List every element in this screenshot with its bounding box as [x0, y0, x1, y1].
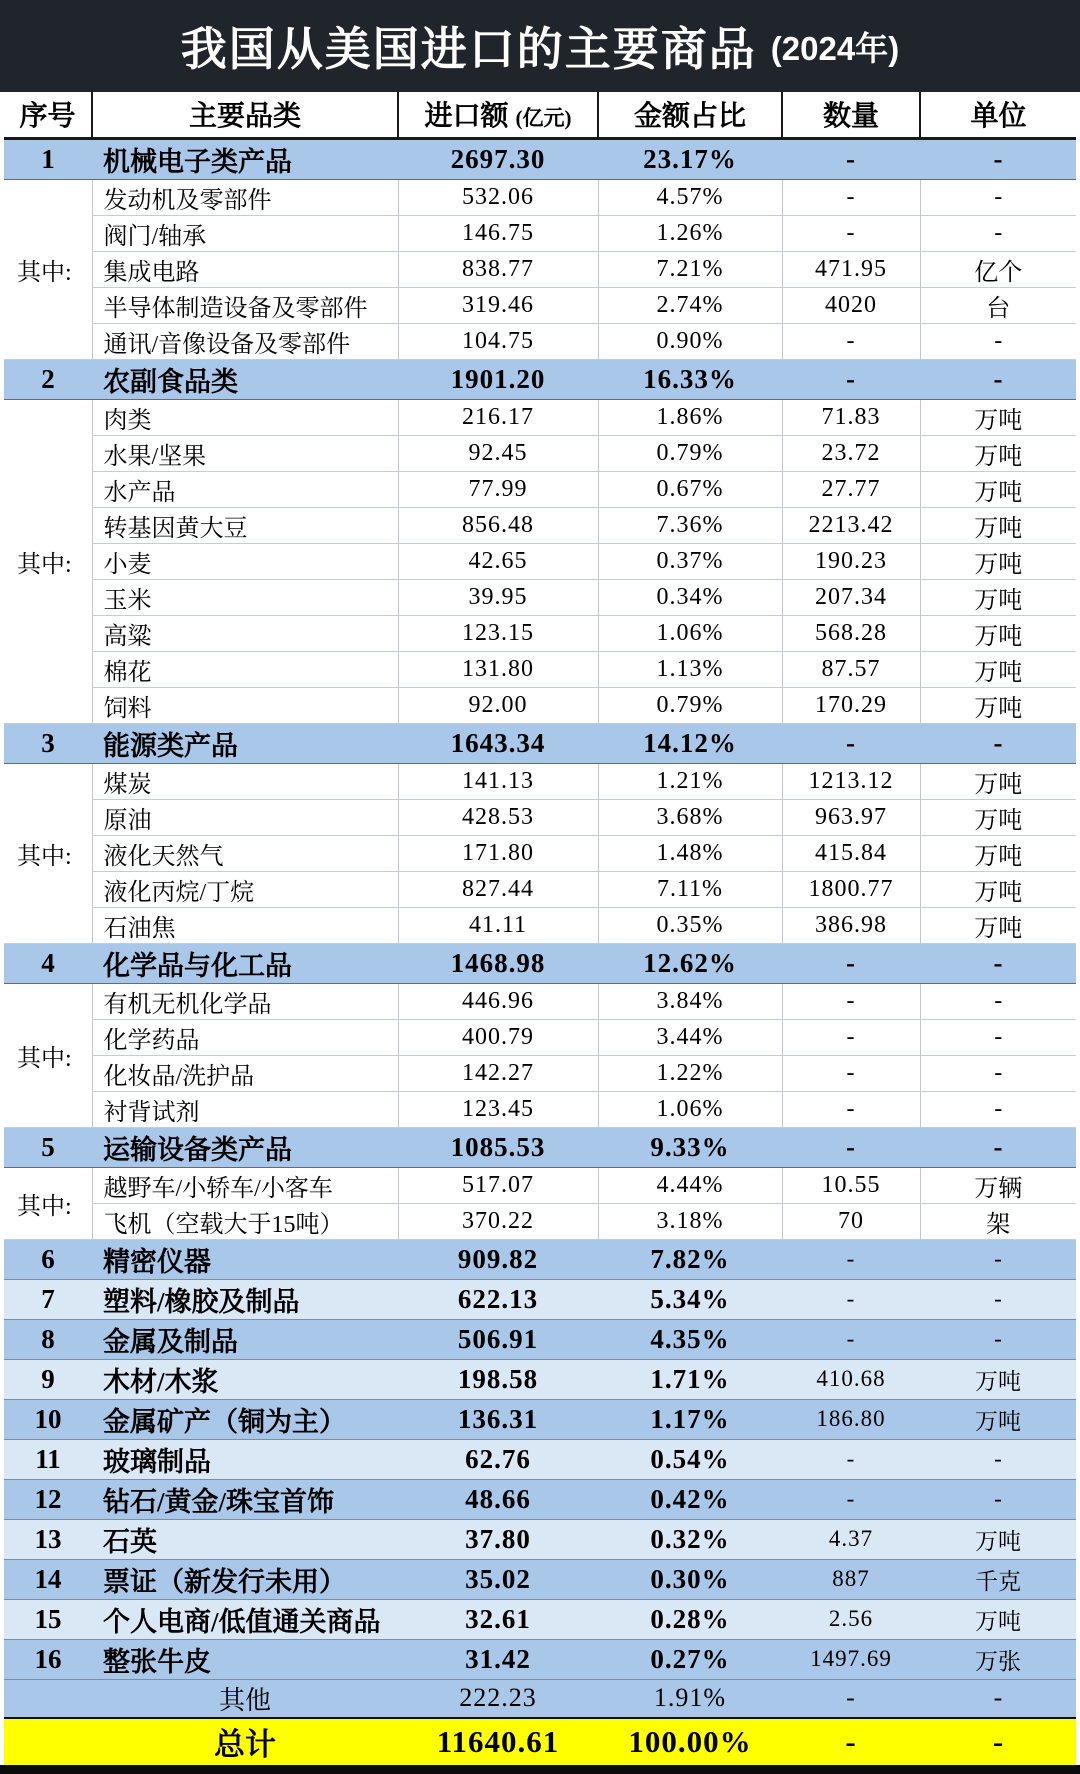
cell-quantity: -	[782, 179, 920, 215]
column-header-import	[398, 92, 598, 138]
cell-import: 92.00	[398, 687, 598, 723]
category-row	[4, 1359, 1076, 1399]
cell-share: 7.36%	[598, 507, 782, 543]
cell-category: 石油焦	[92, 907, 398, 943]
cell-unit: 万吨	[920, 687, 1076, 723]
cell-unit: -	[920, 179, 1076, 215]
cell-quantity: -	[782, 215, 920, 251]
cell-index: 2	[4, 359, 92, 399]
cell-category: 发动机及零部件	[92, 179, 398, 215]
cell-category: 能源类产品	[92, 723, 398, 763]
cell-import: 1643.34	[398, 723, 598, 763]
cell-share: 3.84%	[598, 983, 782, 1019]
cell-quantity: -	[782, 1439, 920, 1479]
cell-import: 909.82	[398, 1239, 598, 1279]
cell-share: 0.27%	[598, 1639, 782, 1679]
cell-import: 31.42	[398, 1639, 598, 1679]
cell-quantity: 71.83	[782, 399, 920, 435]
sub-item-row	[4, 579, 1076, 615]
cell-category: 煤炭	[92, 763, 398, 799]
category-row	[4, 359, 1076, 399]
cell-import: 222.23	[398, 1679, 598, 1718]
cell-unit: -	[920, 323, 1076, 359]
cell-category: 木材/木浆	[92, 1359, 398, 1399]
cell-index	[4, 1718, 92, 1765]
cell-import: 104.75	[398, 323, 598, 359]
cell-share: 7.21%	[598, 251, 782, 287]
cell-import: 146.75	[398, 215, 598, 251]
cell-import: 532.06	[398, 179, 598, 215]
cell-unit: 万吨	[920, 435, 1076, 471]
cell-import: 622.13	[398, 1279, 598, 1319]
cell-share: 0.34%	[598, 579, 782, 615]
cell-share: 1.91%	[598, 1679, 782, 1718]
cell-quantity: 207.34	[782, 579, 920, 615]
cell-share: 7.11%	[598, 871, 782, 907]
cell-category: 化妆品/洗护品	[92, 1055, 398, 1091]
cell-quantity: 1213.12	[782, 763, 920, 799]
cell-unit: -	[920, 1019, 1076, 1055]
cell-unit: -	[920, 723, 1076, 763]
category-row	[4, 1319, 1076, 1359]
cell-share: 1.06%	[598, 1091, 782, 1127]
title-bar	[0, 0, 1080, 92]
cell-index: 13	[4, 1519, 92, 1559]
cell-quantity: -	[782, 359, 920, 399]
cell-category: 高粱	[92, 615, 398, 651]
cell-quantity: -	[782, 983, 920, 1019]
cell-unit: -	[920, 1239, 1076, 1279]
cell-category: 机械电子类产品	[92, 138, 398, 179]
cell-quantity: 87.57	[782, 651, 920, 687]
cell-unit: 亿个	[920, 251, 1076, 287]
cell-import: 517.07	[398, 1167, 598, 1203]
cell-index: 16	[4, 1639, 92, 1679]
cell-share: 0.35%	[598, 907, 782, 943]
cell-import: 827.44	[398, 871, 598, 907]
cell-unit: 万吨	[920, 799, 1076, 835]
cell-import: 856.48	[398, 507, 598, 543]
cell-quantity: 386.98	[782, 907, 920, 943]
category-row	[4, 1279, 1076, 1319]
category-row	[4, 1519, 1076, 1559]
cell-import: 446.96	[398, 983, 598, 1019]
sub-item-row	[4, 215, 1076, 251]
cell-category: 小麦	[92, 543, 398, 579]
cell-quantity: 4.37	[782, 1519, 920, 1559]
column-header-category: 主要品类	[92, 92, 398, 138]
cell-index: 1	[4, 138, 92, 179]
cell-import: 123.15	[398, 615, 598, 651]
cell-import: 141.13	[398, 763, 598, 799]
sub-item-row	[4, 835, 1076, 871]
sub-item-row	[4, 179, 1076, 215]
cell-category: 有机无机化学品	[92, 983, 398, 1019]
cell-category: 原油	[92, 799, 398, 835]
cell-unit: -	[920, 1679, 1076, 1718]
page-title-year: (2024年)	[770, 29, 900, 67]
cell-index: 12	[4, 1479, 92, 1519]
cell-share: 3.44%	[598, 1019, 782, 1055]
sub-item-row	[4, 399, 1076, 435]
table-body	[4, 138, 1076, 1765]
column-header-share: 金额占比	[598, 92, 782, 138]
other-row	[4, 1679, 1076, 1718]
cell-share: 0.67%	[598, 471, 782, 507]
cell-unit: 万吨	[920, 615, 1076, 651]
cell-share: 2.74%	[598, 287, 782, 323]
sub-item-row	[4, 983, 1076, 1019]
cell-share: 0.28%	[598, 1599, 782, 1639]
cell-import: 838.77	[398, 251, 598, 287]
cell-share: 0.37%	[598, 543, 782, 579]
cell-quantity: -	[782, 1019, 920, 1055]
cell-import: 319.46	[398, 287, 598, 323]
cell-share: 1.06%	[598, 615, 782, 651]
cell-import: 1468.98	[398, 943, 598, 983]
cell-category: 金属及制品	[92, 1319, 398, 1359]
bottom-border-strip	[0, 1765, 1080, 1774]
cell-quantity: -	[782, 1239, 920, 1279]
sub-item-row	[4, 323, 1076, 359]
cell-index: 5	[4, 1127, 92, 1167]
cell-import: 48.66	[398, 1479, 598, 1519]
cell-share: 0.30%	[598, 1559, 782, 1599]
cell-category: 肉类	[92, 399, 398, 435]
cell-category: 阀门/轴承	[92, 215, 398, 251]
cell-category: 越野车/小轿车/小客车	[92, 1167, 398, 1203]
cell-share: 14.12%	[598, 723, 782, 763]
cell-import: 42.65	[398, 543, 598, 579]
cell-unit: 万吨	[920, 579, 1076, 615]
row-group-label: 其中:	[4, 1167, 92, 1239]
cell-share: 100.00%	[598, 1718, 782, 1765]
cell-quantity: -	[782, 943, 920, 983]
cell-index	[4, 1679, 92, 1718]
cell-share: 1.71%	[598, 1359, 782, 1399]
cell-unit: 千克	[920, 1559, 1076, 1599]
cell-import: 37.80	[398, 1519, 598, 1559]
cell-unit: -	[920, 1479, 1076, 1519]
cell-quantity: -	[782, 1718, 920, 1765]
cell-unit: 万辆	[920, 1167, 1076, 1203]
cell-quantity: 186.80	[782, 1399, 920, 1439]
sub-item-row	[4, 507, 1076, 543]
cell-share: 0.42%	[598, 1479, 782, 1519]
cell-import: 216.17	[398, 399, 598, 435]
cell-unit: 万吨	[920, 507, 1076, 543]
cell-quantity: -	[782, 138, 920, 179]
sub-item-row	[4, 871, 1076, 907]
cell-import: 39.95	[398, 579, 598, 615]
category-row	[4, 1127, 1076, 1167]
cell-quantity: -	[782, 1091, 920, 1127]
cell-index: 3	[4, 723, 92, 763]
cell-category: 转基因黄大豆	[92, 507, 398, 543]
cell-category: 个人电商/低值通关商品	[92, 1599, 398, 1639]
cell-import: 62.76	[398, 1439, 598, 1479]
sub-item-row	[4, 651, 1076, 687]
cell-unit: -	[920, 1055, 1076, 1091]
cell-index: 7	[4, 1279, 92, 1319]
cell-quantity: 963.97	[782, 799, 920, 835]
cell-quantity: 410.68	[782, 1359, 920, 1399]
cell-share: 1.21%	[598, 763, 782, 799]
cell-share: 1.22%	[598, 1055, 782, 1091]
category-row	[4, 138, 1076, 179]
column-header-unit: 单位	[920, 92, 1076, 138]
cell-category: 其他	[92, 1679, 398, 1718]
cell-unit: -	[920, 1439, 1076, 1479]
cell-quantity: 10.55	[782, 1167, 920, 1203]
cell-quantity: 4020	[782, 287, 920, 323]
cell-quantity: -	[782, 323, 920, 359]
cell-unit: -	[920, 138, 1076, 179]
cell-unit: 万吨	[920, 1599, 1076, 1639]
cell-index: 15	[4, 1599, 92, 1639]
cell-share: 7.82%	[598, 1239, 782, 1279]
cell-share: 1.26%	[598, 215, 782, 251]
cell-category: 石英	[92, 1519, 398, 1559]
cell-category: 水果/坚果	[92, 435, 398, 471]
cell-quantity: 471.95	[782, 251, 920, 287]
cell-quantity: -	[782, 723, 920, 763]
cell-unit: 万吨	[920, 651, 1076, 687]
cell-import: 198.58	[398, 1359, 598, 1399]
cell-unit: -	[920, 943, 1076, 983]
cell-share: 3.68%	[598, 799, 782, 835]
cell-quantity: -	[782, 1679, 920, 1718]
cell-unit: 万吨	[920, 543, 1076, 579]
cell-category: 塑料/橡胶及制品	[92, 1279, 398, 1319]
sub-item-row	[4, 543, 1076, 579]
cell-quantity: 27.77	[782, 471, 920, 507]
cell-share: 0.79%	[598, 435, 782, 471]
cell-category: 衬背试剂	[92, 1091, 398, 1127]
cell-category: 棉花	[92, 651, 398, 687]
cell-unit: 万吨	[920, 399, 1076, 435]
sub-item-row	[4, 435, 1076, 471]
cell-category: 玉米	[92, 579, 398, 615]
sub-item-row	[4, 907, 1076, 943]
sub-item-row	[4, 687, 1076, 723]
cell-quantity: 568.28	[782, 615, 920, 651]
cell-quantity: 1800.77	[782, 871, 920, 907]
cell-unit: -	[920, 1718, 1076, 1765]
sub-item-row	[4, 799, 1076, 835]
cell-share: 3.18%	[598, 1203, 782, 1239]
cell-share: 4.57%	[598, 179, 782, 215]
cell-category: 飞机（空载大于15吨）	[92, 1203, 398, 1239]
cell-category: 化学品与化工品	[92, 943, 398, 983]
row-group-label: 其中:	[4, 399, 92, 723]
cell-category: 农副食品类	[92, 359, 398, 399]
cell-category: 票证（新发行未用）	[92, 1559, 398, 1599]
cell-category: 通讯/音像设备及零部件	[92, 323, 398, 359]
cell-quantity: -	[782, 1127, 920, 1167]
cell-quantity: 170.29	[782, 687, 920, 723]
cell-category: 金属矿产（铜为主）	[92, 1399, 398, 1439]
cell-unit: 万吨	[920, 471, 1076, 507]
cell-index: 4	[4, 943, 92, 983]
cell-quantity: 2.56	[782, 1599, 920, 1639]
cell-unit: -	[920, 1091, 1076, 1127]
cell-import: 123.45	[398, 1091, 598, 1127]
cell-share: 12.62%	[598, 943, 782, 983]
category-row	[4, 1439, 1076, 1479]
cell-import: 92.45	[398, 435, 598, 471]
cell-import: 1901.20	[398, 359, 598, 399]
cell-import: 370.22	[398, 1203, 598, 1239]
cell-unit: -	[920, 1127, 1076, 1167]
sub-item-row	[4, 763, 1076, 799]
cell-import: 400.79	[398, 1019, 598, 1055]
cell-import: 428.53	[398, 799, 598, 835]
cell-quantity: -	[782, 1319, 920, 1359]
sub-item-row	[4, 1019, 1076, 1055]
cell-unit: -	[920, 1319, 1076, 1359]
category-row	[4, 1399, 1076, 1439]
cell-share: 5.34%	[598, 1279, 782, 1319]
cell-import: 142.27	[398, 1055, 598, 1091]
row-group-label: 其中:	[4, 983, 92, 1127]
category-row	[4, 723, 1076, 763]
cell-share: 4.35%	[598, 1319, 782, 1359]
cell-unit: 台	[920, 287, 1076, 323]
cell-import: 35.02	[398, 1559, 598, 1599]
cell-share: 4.44%	[598, 1167, 782, 1203]
cell-category: 集成电路	[92, 251, 398, 287]
row-group-label: 其中:	[4, 763, 92, 943]
cell-unit: -	[920, 215, 1076, 251]
import-table-wrap	[0, 92, 1080, 1765]
sub-item-row	[4, 615, 1076, 651]
cell-share: 16.33%	[598, 359, 782, 399]
category-row	[4, 1599, 1076, 1639]
cell-quantity: 887	[782, 1559, 920, 1599]
sub-item-row	[4, 1055, 1076, 1091]
cell-category: 精密仪器	[92, 1239, 398, 1279]
cell-category: 钻石/黄金/珠宝首饰	[92, 1479, 398, 1519]
cell-unit: 架	[920, 1203, 1076, 1239]
cell-category: 液化丙烷/丁烷	[92, 871, 398, 907]
total-row	[4, 1718, 1076, 1765]
cell-index: 11	[4, 1439, 92, 1479]
cell-import: 171.80	[398, 835, 598, 871]
cell-unit: 万吨	[920, 1359, 1076, 1399]
sub-item-row	[4, 1203, 1076, 1239]
cell-share: 23.17%	[598, 138, 782, 179]
cell-quantity: 1497.69	[782, 1639, 920, 1679]
category-row	[4, 1639, 1076, 1679]
cell-unit: 万吨	[920, 1399, 1076, 1439]
sub-item-row	[4, 1091, 1076, 1127]
cell-import: 41.11	[398, 907, 598, 943]
cell-category: 液化天然气	[92, 835, 398, 871]
cell-share: 1.48%	[598, 835, 782, 871]
sub-item-row	[4, 1167, 1076, 1203]
row-group-label: 其中:	[4, 179, 92, 359]
cell-index: 8	[4, 1319, 92, 1359]
cell-unit: -	[920, 359, 1076, 399]
column-header-import-main: 进口额	[424, 101, 509, 133]
cell-unit: 万吨	[920, 763, 1076, 799]
column-header-import-unit: (亿元)	[515, 106, 572, 131]
cell-quantity: 2213.42	[782, 507, 920, 543]
cell-category: 水产品	[92, 471, 398, 507]
cell-import: 1085.53	[398, 1127, 598, 1167]
category-row	[4, 1239, 1076, 1279]
cell-category: 运输设备类产品	[92, 1127, 398, 1167]
import-table	[4, 92, 1076, 1765]
cell-unit: 万吨	[920, 1519, 1076, 1559]
page-title: 我国从美国进口的主要商品	[180, 23, 757, 75]
category-row	[4, 943, 1076, 983]
cell-category: 半导体制造设备及零部件	[92, 287, 398, 323]
cell-import: 2697.30	[398, 138, 598, 179]
cell-quantity: 23.72	[782, 435, 920, 471]
cell-import: 77.99	[398, 471, 598, 507]
cell-quantity: 190.23	[782, 543, 920, 579]
cell-share: 0.79%	[598, 687, 782, 723]
cell-index: 10	[4, 1399, 92, 1439]
category-row	[4, 1559, 1076, 1599]
cell-unit: -	[920, 983, 1076, 1019]
cell-quantity: 415.84	[782, 835, 920, 871]
cell-share: 0.32%	[598, 1519, 782, 1559]
sub-item-row	[4, 471, 1076, 507]
column-header-quantity: 数量	[782, 92, 920, 138]
cell-share: 1.86%	[598, 399, 782, 435]
cell-unit: -	[920, 1279, 1076, 1319]
cell-unit: 万吨	[920, 871, 1076, 907]
cell-import: 136.31	[398, 1399, 598, 1439]
cell-import: 131.80	[398, 651, 598, 687]
header-row	[4, 92, 1076, 138]
cell-import: 11640.61	[398, 1718, 598, 1765]
cell-category: 整张牛皮	[92, 1639, 398, 1679]
column-header-index: 序号	[4, 92, 92, 138]
cell-category: 玻璃制品	[92, 1439, 398, 1479]
cell-category: 化学药品	[92, 1019, 398, 1055]
cell-index: 14	[4, 1559, 92, 1599]
cell-quantity: 70	[782, 1203, 920, 1239]
cell-quantity: -	[782, 1279, 920, 1319]
cell-share: 1.13%	[598, 651, 782, 687]
cell-quantity: -	[782, 1055, 920, 1091]
cell-index: 9	[4, 1359, 92, 1399]
cell-quantity: -	[782, 1479, 920, 1519]
cell-category: 饲料	[92, 687, 398, 723]
cell-import: 32.61	[398, 1599, 598, 1639]
cell-share: 9.33%	[598, 1127, 782, 1167]
cell-share: 0.54%	[598, 1439, 782, 1479]
cell-unit: 万吨	[920, 835, 1076, 871]
sub-item-row	[4, 287, 1076, 323]
cell-share: 1.17%	[598, 1399, 782, 1439]
sub-item-row	[4, 251, 1076, 287]
category-row	[4, 1479, 1076, 1519]
cell-index: 6	[4, 1239, 92, 1279]
cell-unit: 万张	[920, 1639, 1076, 1679]
cell-import: 506.91	[398, 1319, 598, 1359]
cell-unit: 万吨	[920, 907, 1076, 943]
cell-category: 总计	[92, 1718, 398, 1765]
cell-share: 0.90%	[598, 323, 782, 359]
